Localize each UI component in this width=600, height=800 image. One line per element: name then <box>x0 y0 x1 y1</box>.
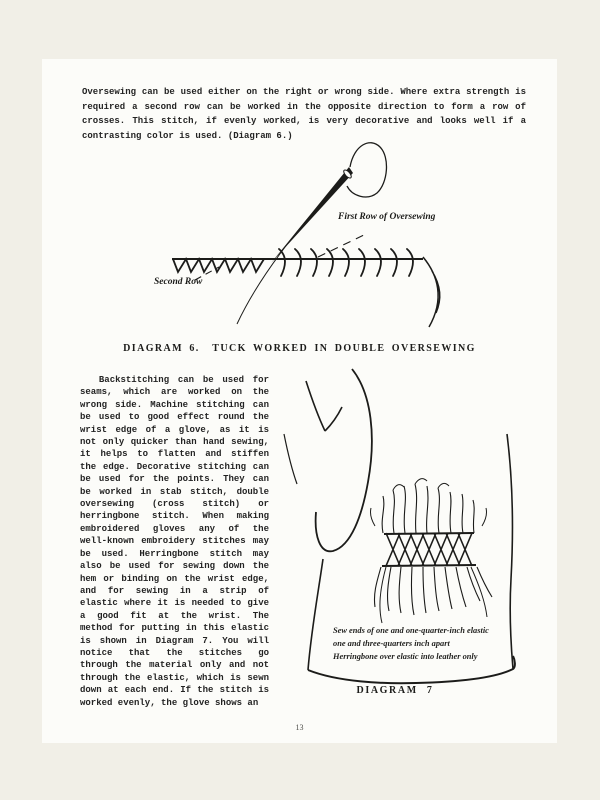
book-page <box>42 59 557 743</box>
diagram6-label-second-row: Second Row <box>154 277 203 287</box>
diagram6-label-first-row: First Row of Oversewing <box>338 212 436 222</box>
annotation-line: Herringbone over elastic into leather only <box>333 651 478 661</box>
left-column-paragraph: Backstitching can be used for seams, which are worked on the wrong side. Machine stitching can be used to good effect round the wrist edge of a glove, as it is not only quicker than hand sewing, it helps to flatten and stiffen the edge. Decorative stitching can be used for the points. They can be worked in stab stitch, double oversewing (cross stitch) or herringbone stitch. When making embroidered gloves any of the well-known embroidery stitches may be used. Herringbone stitch may also be used for sewing down the hem or binding on the wrist edge, and for sewing in a strip of elastic where it is needed to give a good fit at the wrist. The method for putting in this elastic is shown in Diagram 7. You will notice that the stitches go through the material only and not through the elastic, which is sewn down at each end. If the stitch is worked evenly, the glove shows an <box>80 375 269 708</box>
intro-paragraph: Oversewing can be used either on the right or wrong side. Where extra strength is required a second row can be worked in the opposite direction to form a row of crosses. This stitch, if evenly worked, is very decorative and looks well if a contrasting color is used. (Diagram 6.) <box>82 87 526 141</box>
diagram6 <box>140 139 460 339</box>
annotation-line: Sew ends of one and one-quarter-inch elastic <box>333 626 489 635</box>
diagram7-caption: DIAGRAM 7 <box>356 685 434 696</box>
page-number: 13 <box>295 723 304 732</box>
annotation-line: one and three-quarters inch apart <box>333 638 450 648</box>
diagram7-annotation <box>333 625 528 663</box>
diagram7 <box>283 364 533 709</box>
diagram6-illustration <box>140 139 460 339</box>
diagram6-caption: DIAGRAM 6. TUCK WORKED IN DOUBLE OVERSEWING <box>123 343 476 354</box>
